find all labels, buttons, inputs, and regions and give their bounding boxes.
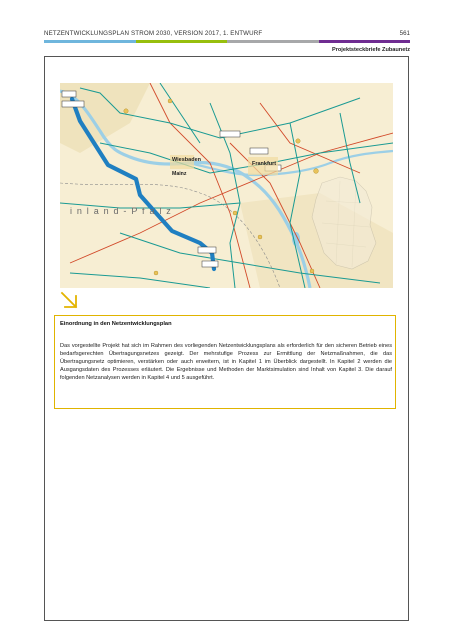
page-number: 561 <box>399 30 410 37</box>
info-heading: Einordnung in den Netzentwicklungsplan <box>60 321 172 327</box>
color-bar-segment-blue <box>44 40 136 43</box>
map-label-frankfurt: Frankfurt <box>252 161 277 167</box>
info-paragraph: Das vorgestellte Projekt hat sich im Rahmen des vorliegenden Netzentwicklungsplans als erforderlich für den sicheren Betrieb eines bedarfsgerechten Übertragungsnetzes gezeigt. Der mehrstufige Prozess zur Ermittlung der Netzmaßnahmen, die das Übertragungsnetz optimieren, verstärken oder auch erweitern, ist in Kapitel 1 im Überblick dargestellt. In Kapitel 2 werden die Ausgangsdaten des Prozesses erläutert. Die Ergebnisse und Methoden der Marktsimulation sind Inhalt von Kapitel 3. Die darauf folgenden Netzanalysen werden in Kapitel 4 und 5 ausgeführt. <box>60 343 392 382</box>
header-title: NETZENTWICKLUNGSPLAN STROM 2030, VERSION 2017, 1. ENTWURF <box>44 30 263 37</box>
header-color-bar <box>44 40 410 43</box>
info-box <box>54 315 396 409</box>
arrow-down-right-icon <box>59 290 81 317</box>
map-graphic <box>60 83 393 288</box>
map-label-rheinland-pfalz: i n l a n d - P f a l z <box>70 206 172 216</box>
map-label-wiesbaden: Wiesbaden <box>172 157 201 163</box>
color-bar-segment-purple <box>319 40 411 43</box>
section-subtitle: Projektsteckbriefe Zubaunetz <box>331 47 410 53</box>
color-bar-segment-grey <box>227 40 319 43</box>
color-bar-segment-green <box>136 40 228 43</box>
map-label-mainz: Mainz <box>172 171 187 177</box>
project-map <box>60 83 393 288</box>
